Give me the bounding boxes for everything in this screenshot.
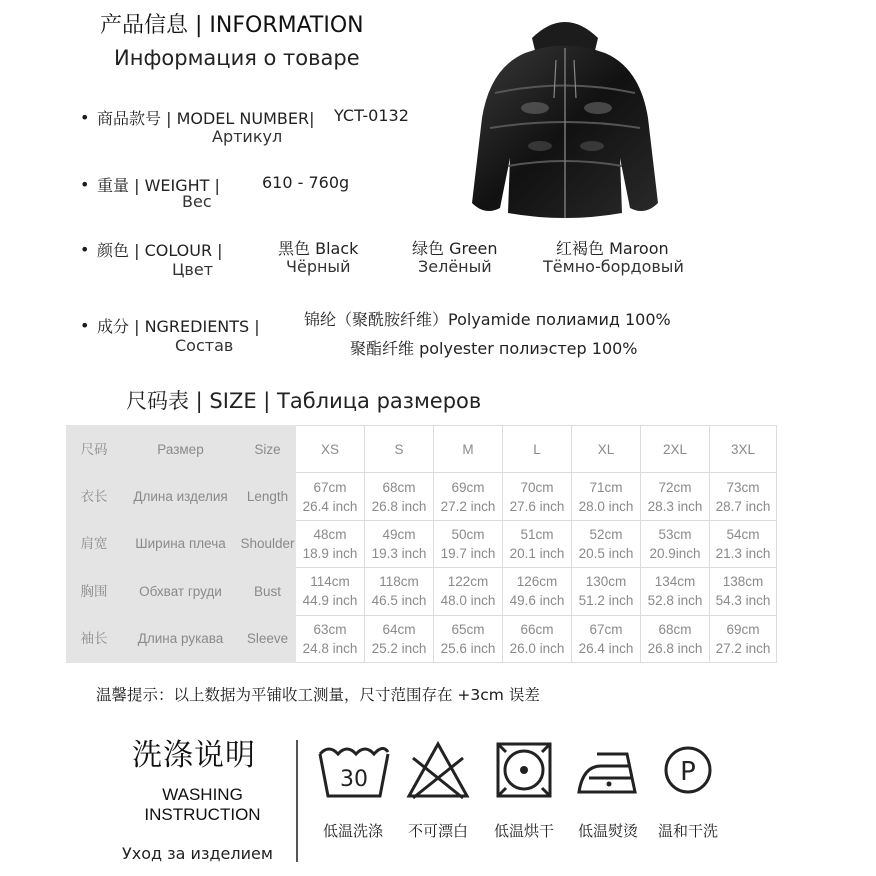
washing-title-en-2: INSTRUCTION (144, 805, 261, 824)
colour-option-maroon: 红褐色 Maroon (556, 239, 669, 258)
measurement-inch: 49.6 inch (509, 593, 565, 609)
measurement-inch: 26.4 inch (302, 498, 358, 514)
washing-title-ru: Уход за изделием (122, 844, 273, 863)
wash-30-icon (316, 742, 392, 800)
measurement-inch: 46.5 inch (371, 593, 427, 609)
row-label-ru: Длина изделия (122, 473, 240, 520)
measurement-cm: 122cm (447, 574, 489, 590)
measurement-cm: 51cm (520, 526, 554, 542)
measurement-cell (503, 568, 572, 615)
measurement-cm: 67cm (313, 479, 347, 495)
measurement-cm: 63cm (313, 621, 347, 637)
bullet: • (80, 316, 90, 335)
measurement-inch: 26.8 inch (647, 640, 703, 656)
measurement-cm: 66cm (520, 621, 554, 637)
measurement-cm: 49cm (382, 526, 416, 542)
size-xs: XS (296, 426, 365, 473)
size-xl: XL (572, 426, 641, 473)
measurement-cell (572, 473, 641, 520)
row-label-ru: Обхват груди (122, 568, 240, 615)
measurement-cell (365, 568, 434, 615)
table-row (67, 473, 777, 520)
dry-clean-p-icon (662, 744, 714, 798)
model-label: 商品款号 | MODEL NUMBER| (97, 109, 315, 128)
size-2xl: 2XL (641, 426, 710, 473)
measurement-cell (503, 473, 572, 520)
measurement-inch: 26.4 inch (578, 640, 634, 656)
measurement-cell (296, 568, 365, 615)
size-l: L (503, 426, 572, 473)
colour-option-black: 黑色 Black (278, 239, 359, 258)
ingredients-line-2: 聚酯纤维 polyester полиэстер 100% (350, 339, 638, 358)
weight-label: 重量 | WEIGHT | (97, 176, 220, 195)
measurement-cell (365, 520, 434, 567)
measurement-cm: 54cm (726, 526, 760, 542)
model-sub: Артикул (212, 127, 283, 146)
row-label-ru: Ширина плеча (122, 520, 240, 567)
measurement-inch: 48.0 inch (440, 593, 496, 609)
measurement-cm: 114cm (310, 574, 350, 590)
measurement-cell (503, 520, 572, 567)
iron-low-icon (575, 744, 641, 798)
measurement-cell (572, 520, 641, 567)
measurement-cell (434, 473, 503, 520)
measurement-cell (572, 615, 641, 662)
table-row (67, 568, 777, 615)
row-label-en: Shoulder (240, 520, 296, 567)
measurement-cell (365, 473, 434, 520)
size-3xl: 3XL (710, 426, 777, 473)
header-ru: Размер (122, 426, 240, 473)
measurement-inch: 52.8 inch (647, 593, 703, 609)
dry-clean-caption: 温和干洗 (657, 822, 718, 840)
size-s: S (365, 426, 434, 473)
measurement-inch: 20.5 inch (578, 545, 634, 561)
measurement-cm: 134cm (654, 574, 696, 590)
measurement-cell (296, 520, 365, 567)
no-bleach-caption: 不可漂白 (407, 822, 468, 840)
measurement-cm: 48cm (313, 526, 347, 542)
wash-30-caption: 低温洗涤 (322, 822, 383, 840)
measurement-inch: 44.9 inch (302, 593, 358, 609)
measurement-cm: 72cm (658, 479, 692, 495)
info-subtitle: Информация о товаре (114, 46, 360, 70)
measurement-inch: 26.0 inch (509, 640, 565, 656)
measurement-cell (365, 615, 434, 662)
measurement-cm: 138cm (722, 574, 764, 590)
measurement-cell (572, 568, 641, 615)
washing-title-cn: 洗涤说明 (132, 738, 256, 773)
row-label-cn: 胸围 (67, 568, 122, 615)
measurement-cm: 50cm (451, 526, 485, 542)
colour-option-black-ru: Чёрный (286, 257, 351, 276)
measurement-cm: 68cm (658, 621, 692, 637)
row-label-cn: 袖长 (67, 615, 122, 662)
measurement-cell (503, 615, 572, 662)
row-label-en: Length (240, 473, 296, 520)
no-bleach-icon (405, 740, 471, 800)
weight-sub: Вес (182, 192, 212, 211)
washing-title-en-1: WASHING (162, 785, 243, 804)
ingredients-sub: Состав (175, 336, 234, 355)
row-label-ru: Длина рукава (122, 615, 240, 662)
measurement-cm: 67cm (589, 621, 623, 637)
colour-sub: Цвет (172, 260, 214, 279)
measurement-cm: 69cm (451, 479, 485, 495)
measurement-inch: 18.9 inch (302, 545, 358, 561)
care-letter-label: P (680, 757, 696, 787)
size-section-title: 尺码表 | SIZE | Таблица размеров (126, 389, 482, 413)
measurement-inch: 54.3 inch (715, 593, 771, 609)
measurement-inch: 51.2 inch (578, 593, 634, 609)
wash-temp-label: 30 (340, 767, 368, 792)
measurement-cell (434, 568, 503, 615)
colour-option-green-ru: Зелёный (418, 257, 492, 276)
measurement-cm: 73cm (726, 479, 760, 495)
model-value: YCT-0132 (334, 106, 409, 125)
measurement-cell (710, 520, 777, 567)
measurement-cm: 52cm (589, 526, 623, 542)
measurement-inch: 19.3 inch (371, 545, 427, 561)
table-row (67, 615, 777, 662)
measurement-cell (641, 615, 710, 662)
bullet: • (80, 240, 90, 259)
row-label-cn: 肩宽 (67, 520, 122, 567)
table-row (67, 520, 777, 567)
colour-option-green: 绿色 Green (412, 239, 498, 258)
measurement-inch: 26.8 inch (371, 498, 427, 514)
measurement-inch: 25.6 inch (440, 640, 496, 656)
measurement-cell (710, 615, 777, 662)
header-cn: 尺码 (67, 426, 122, 473)
measurement-inch: 19.7 inch (440, 545, 496, 561)
measurement-inch: 28.3 inch (647, 498, 703, 514)
measurement-cell (296, 473, 365, 520)
row-label-en: Bust (240, 568, 296, 615)
ingredients-line-1: 锦纶（聚酰胺纤维）Polyamide полиамид 100% (304, 310, 671, 329)
measurement-cell (710, 473, 777, 520)
weight-value: 610 - 760g (262, 173, 350, 192)
measurement-cell (710, 568, 777, 615)
ingredients-label: 成分 | NGREDIENTS | (97, 317, 260, 336)
measurement-cell (296, 615, 365, 662)
tumble-dry-caption: 低温烘干 (493, 822, 554, 840)
divider (296, 740, 298, 862)
iron-caption: 低温熨烫 (577, 822, 638, 840)
bullet: • (80, 108, 90, 127)
measurement-cm: 64cm (382, 621, 416, 637)
measurement-cell (641, 568, 710, 615)
row-label-en: Sleeve (240, 615, 296, 662)
bullet: • (80, 175, 90, 194)
size-m: M (434, 426, 503, 473)
measurement-inch: 24.8 inch (302, 640, 358, 656)
measurement-inch: 20.9inch (649, 545, 701, 561)
measurement-inch: 20.1 inch (509, 545, 565, 561)
measurement-inch: 27.2 inch (440, 498, 496, 514)
header-en: Size (240, 426, 296, 473)
measurement-inch: 28.7 inch (715, 498, 771, 514)
info-title: 产品信息 | INFORMATION (100, 13, 364, 38)
measurement-inch: 27.6 inch (509, 498, 565, 514)
measurement-cell (434, 615, 503, 662)
measurement-cm: 126cm (516, 574, 558, 590)
measurement-cell (641, 520, 710, 567)
jacket-image (470, 8, 660, 223)
measurement-inch: 28.0 inch (578, 498, 634, 514)
tumble-dry-low-icon (496, 742, 552, 798)
size-table (66, 425, 777, 663)
measurement-cm: 68cm (382, 479, 416, 495)
colour-label: 颜色 | COLOUR | (97, 241, 223, 260)
measurement-note: 温馨提示：以上数据为平铺收工测量，尺寸范围存在 +3cm 误差 (96, 686, 540, 704)
measurement-inch: 25.2 inch (371, 640, 427, 656)
measurement-cm: 130cm (585, 574, 627, 590)
row-label-cn: 衣长 (67, 473, 122, 520)
measurement-cm: 70cm (520, 479, 554, 495)
colour-option-maroon-ru: Тёмно-бордовый (543, 257, 684, 276)
measurement-cell (434, 520, 503, 567)
measurement-cell (641, 473, 710, 520)
measurement-cm: 53cm (658, 526, 692, 542)
measurement-inch: 27.2 inch (715, 640, 771, 656)
table-header-row (67, 426, 777, 473)
measurement-cm: 65cm (451, 621, 485, 637)
measurement-cm: 69cm (726, 621, 760, 637)
measurement-cm: 118cm (379, 574, 419, 590)
measurement-cm: 71cm (589, 479, 623, 495)
measurement-inch: 21.3 inch (715, 545, 771, 561)
